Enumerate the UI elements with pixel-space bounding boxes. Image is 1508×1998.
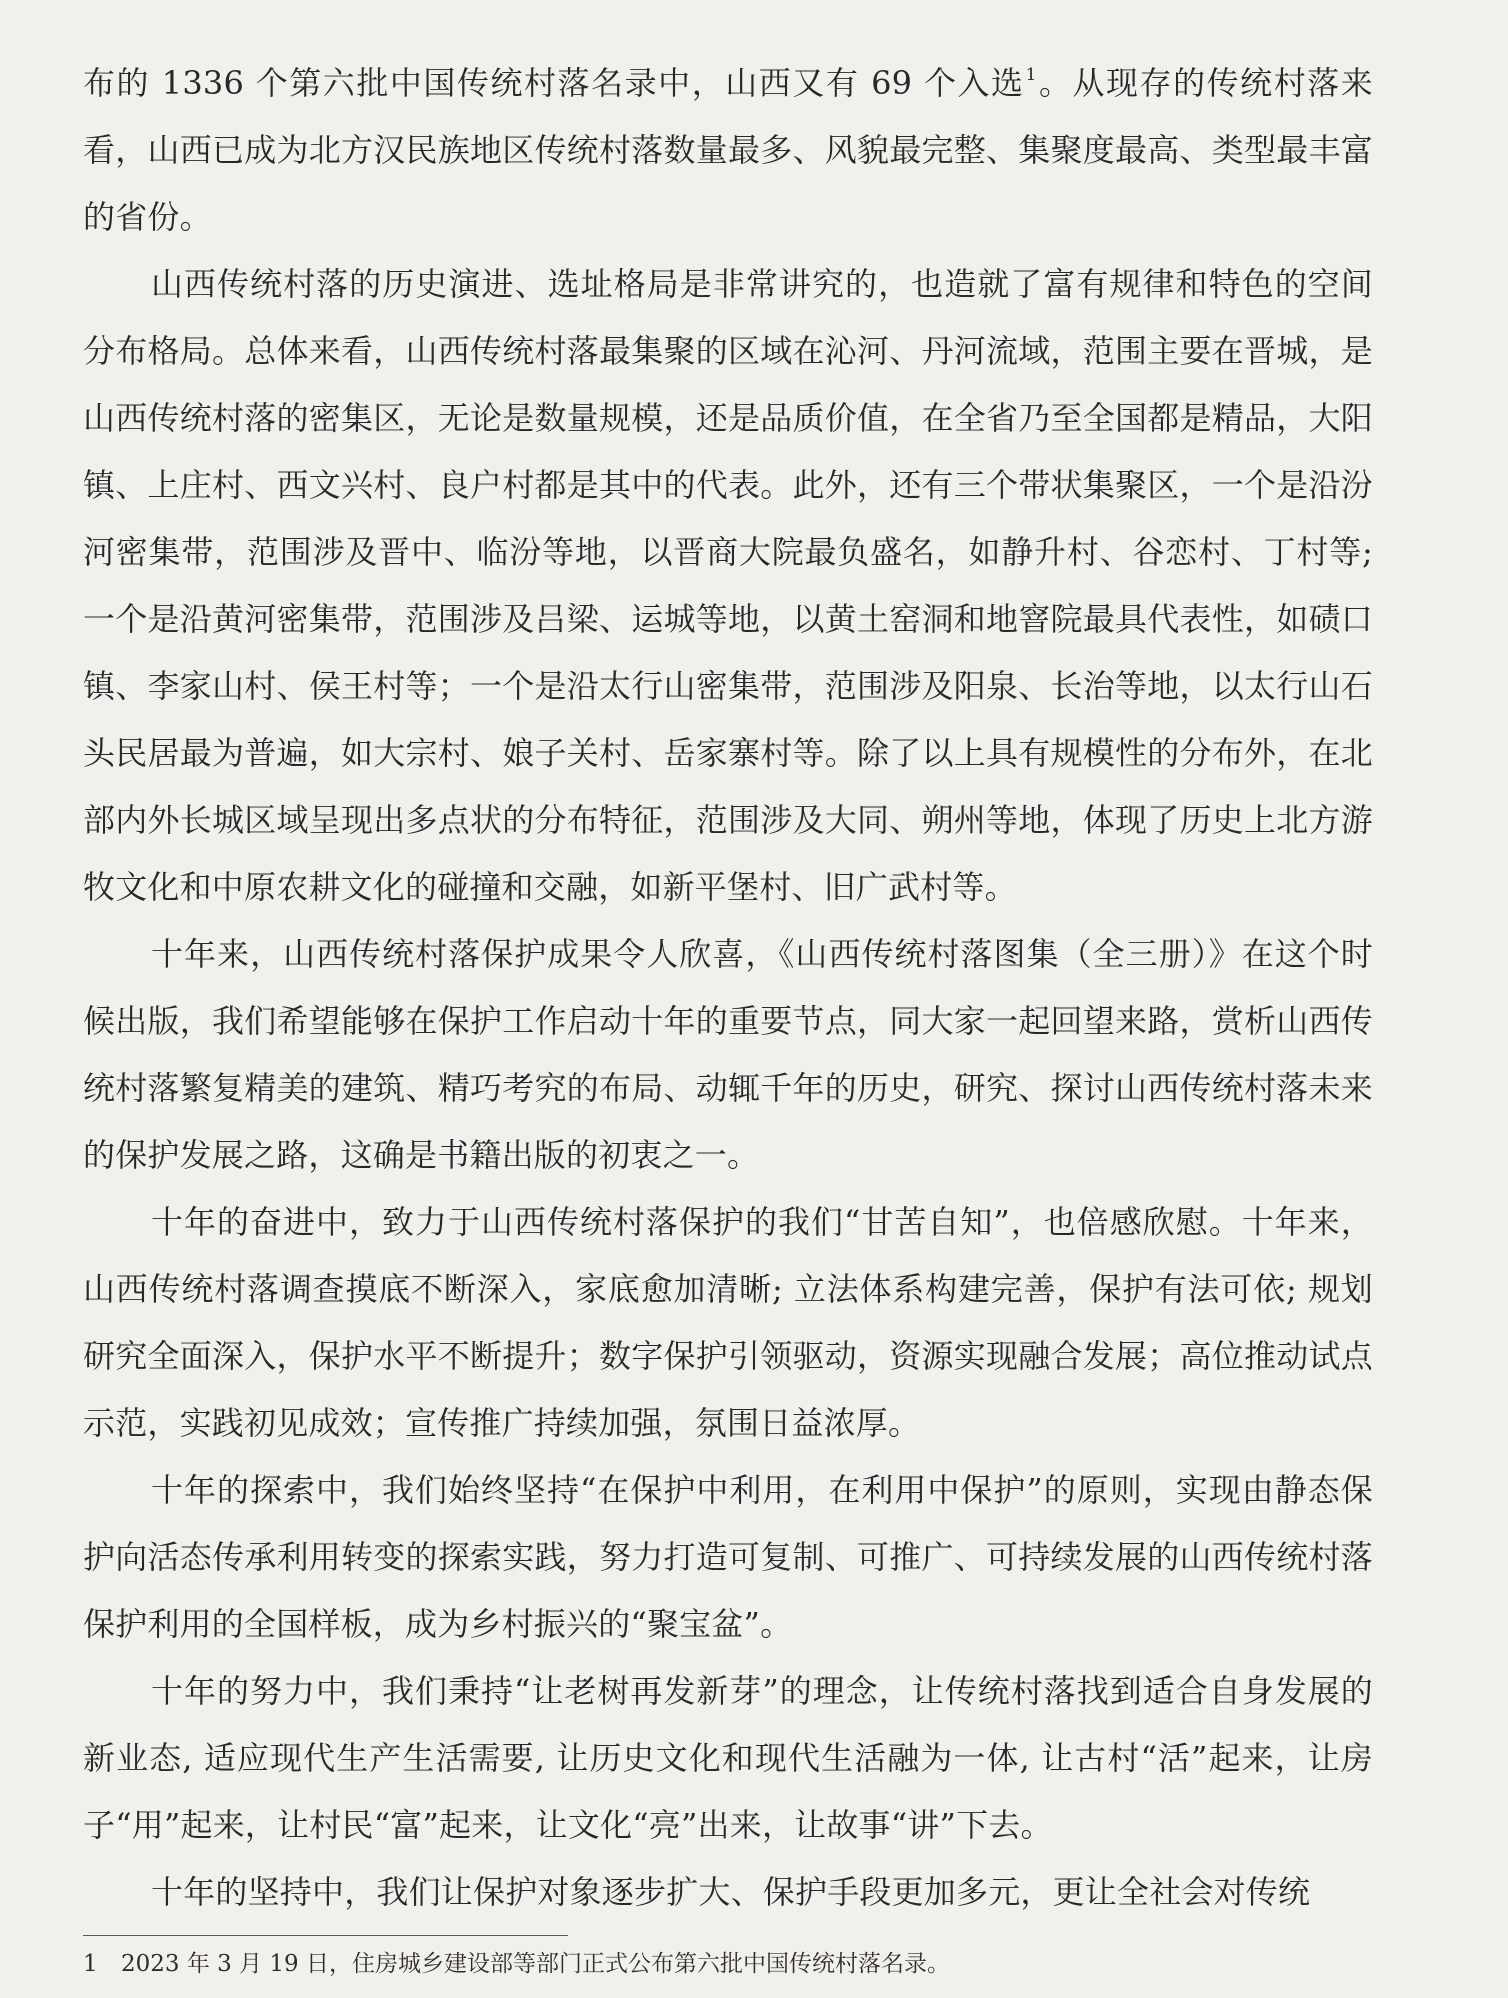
paragraph-6: 十年的努力中，我们秉持“让老树再发新芽”的理念，让传统村落找到适合自身发展的新业态, 适应现代生产生活需要, 让历史文化和现代生活融为一体, 让古村“活”起来，让房子“用”起来，让村民“富”起来，让文化“亮”出来，让故事“讲”下去。 xyxy=(83,1672,1373,1844)
footnote-reference[interactable]: 1 xyxy=(1025,65,1037,85)
paragraph-5: 十年的探索中，我们始终坚持“在保护中利用，在利用中保护”的原则，实现由静态保护向活态传承利用转变的探索实践，努力打造可复制、可推广、可持续发展的山西传统村落保护利用的全国样板，成为乡村振兴的“聚宝盆”。 xyxy=(83,1471,1373,1643)
paragraph-4: 十年的奋进中，致力于山西传统村落保护的我们“甘苦自知”，也倍感欣慰。十年来，山西传统村落调查摸底不断深入，家底愈加清晰; 立法体系构建完善，保护有法可依; 规划研究全面深入，保护水平不断提升；数字保护引领驱动，资源实现融合发展；高位推动试点示范，实践初见成效；宣传推广持续加强，氛围日益浓厚。 xyxy=(83,1203,1373,1442)
footnote-divider xyxy=(83,1935,568,1936)
footnote-text: 2023 年 3 月 19 日，住房城乡建设部等部门正式公布第六批中国传统村落名录。 xyxy=(121,1951,950,1977)
footnote-number: 1 xyxy=(83,1951,98,1977)
paragraph-3: 十年来，山西传统村落保护成果令人欣喜，《山西传统村落图集（全三册）》在这个时候出版，我们希望能够在保护工作启动十年的重要节点，同大家一起回望来路，赏析山西传统村落繁复精美的建筑、精巧考究的布局、动辄千年的历史，研究、探讨山西传统村落未来的保护发展之路，这确是书籍出版的初衷之一。 xyxy=(83,935,1373,1174)
footnote xyxy=(83,1947,1373,1981)
paragraph-1-text-after-ref: 。从现存的传统村落来看，山西已成为北方汉民族地区传统村落数量最多、风貌最完整、集聚度最高、类型最丰富的省份。 xyxy=(83,64,1373,236)
paragraph-2: 山西传统村落的历史演进、选址格局是非常讲究的，也造就了富有规律和特色的空间分布格局。总体来看，山西传统村落最集聚的区域在沁河、丹河流域，范围主要在晋城，是山西传统村落的密集区，无论是数量规模，还是品质价值，在全省乃至全国都是精品，大阳镇、上庄村、西文兴村、良户村都是其中的代表。此外，还有三个带状集聚区，一个是沿汾河密集带，范围涉及晋中、临汾等地，以晋商大院最负盛名，如静升村、谷恋村、丁村等; 一个是沿黄河密集带，范围涉及吕梁、运城等地，以黄土窑洞和地窨院最具代表性，如碛口镇、李家山村、侯王村等；一个是沿太行山密集带，范围涉及阳泉、长治等地，以太行山石头民居最为普遍，如大宗村、娘子关村、岳家寨村等。除了以上具有规模性的分布外，在北部内外长城区域呈现出多点状的分布特征，范围涉及大同、朔州等地，体现了历史上北方游牧文化和中原农耕文化的碰撞和交融，如新平堡村、旧广武村等。 xyxy=(83,265,1373,906)
paragraph-1 xyxy=(83,50,1373,251)
body-text xyxy=(83,50,1373,1926)
paragraph-7: 十年的坚持中，我们让保护对象逐步扩大、保护手段更加多元，更让全社会对传统 xyxy=(151,1873,1311,1911)
paragraph-1-text-before-ref: 布的 1336 个第六批中国传统村落名录中，山西又有 69 个入选 xyxy=(83,64,1025,102)
